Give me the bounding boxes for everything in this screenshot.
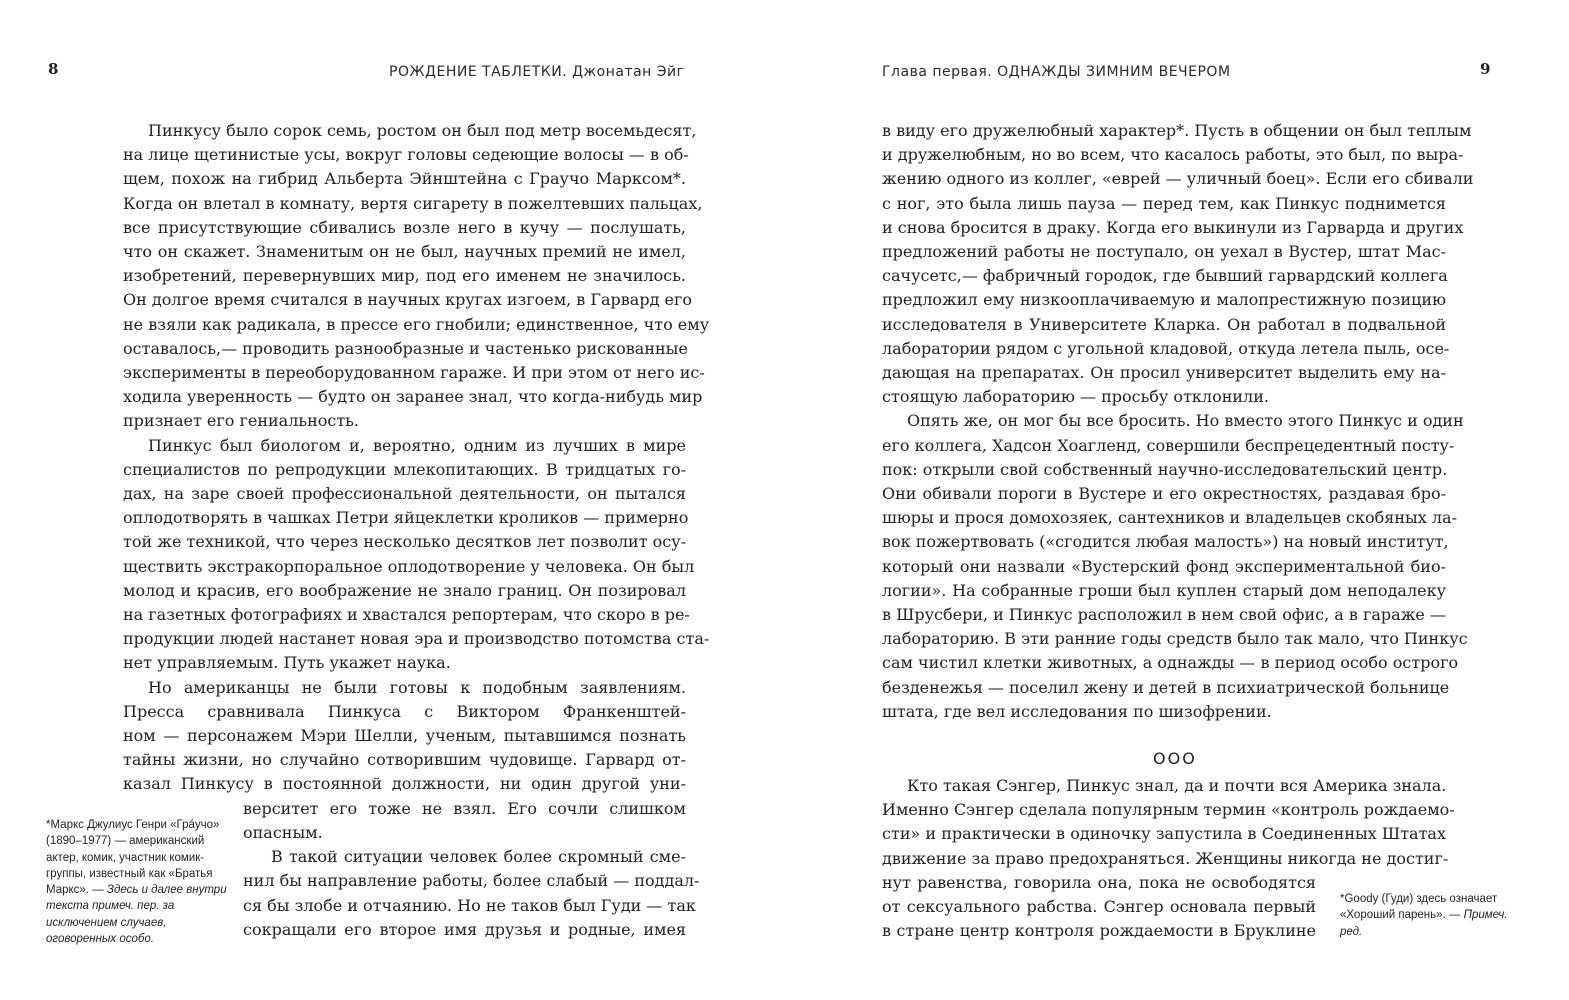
text-line: на лице щетинистые усы, вокруг головы седеющие волосы — в об-: [123, 145, 689, 165]
text-line: той же техникой, что через несколько десятков лет позволит осу-: [123, 532, 687, 552]
text-line: штата, где вел исследования по шизофрении.: [882, 701, 1272, 721]
left-page: [0, 0, 784, 1000]
text-line: щем, похож на гибрид Альберта Эйнштейна с Граучо Марксом*.: [123, 169, 686, 189]
text-line: пок: открыли свой собственный научно-исследовательский центр.: [882, 459, 1448, 479]
text-line: и снова бросится в драку. Когда его выкинули из Гарварда и других: [882, 217, 1464, 237]
text-line: сачусетс,— фабричный городок, где бывший гарвардский коллега: [882, 266, 1448, 286]
text-line: Он долгое время считался в научных кругах изгоем, в Гарвард его: [123, 290, 692, 310]
text-line: признает его гениальность.: [123, 411, 359, 431]
text-line: жению одного из коллег, «еврей — уличный боец». Если его сбивали: [882, 169, 1474, 189]
text-line: Кто такая Сэнгер, Пинкус знал, да и почти вся Америка знала.: [907, 776, 1447, 795]
text-line: ном — персонажем Мэри Шелли, ученым, пытавшимся познать: [123, 726, 686, 746]
text-line: дающая на препаратах. Он просил университет выделить ему на-: [882, 363, 1446, 383]
text-line: эксперименты в переоборудованном гараже. И при этом от него ис-: [123, 363, 705, 383]
text-line: его коллега, Хадсон Хоагленд, совершили беспрецедентный посту-: [882, 435, 1455, 455]
text-line: тайны жизни, но случайно сотворившим чудовище. Гарвард от-: [123, 750, 686, 770]
text-line: Пинкус был биологом и, вероятно, одним из лучших в мире: [148, 435, 686, 455]
text-line: не взяли как радикала, в прессе его гнобили; единственное, что ему: [123, 314, 710, 334]
text-line: и дружелюбным, но во всем, что касалось работы, это был, по выра-: [882, 145, 1464, 165]
footnote: *Goody (Гуди) здесь означает «Хороший парень». — Примеч. ред.: [1340, 893, 1508, 938]
text-line: стоящую лабораторию — просьбу отклонили.: [882, 387, 1269, 407]
text-line: молод и красив, его воображение не знало границ. Он позировал: [123, 580, 686, 600]
running-head: РОЖДЕНИЕ ТАБЛЕТКИ. Джонатан Эйг: [389, 64, 685, 80]
text-line: шюры и прося домохозяек, сантехников и владельцев скобяных ла-: [882, 508, 1457, 528]
text-line: опасным.: [243, 822, 323, 842]
text-line: дах, на заре своей профессиональной деятельности, он пытался: [123, 484, 686, 504]
text-line: Пинкусу было сорок семь, ростом он был под метр восемьдесят,: [148, 121, 697, 140]
text-line: лаборатории рядом с угольной кладовой, откуда летела пыль, осе-: [882, 338, 1450, 358]
text-line: в Шрусбери, и Пинкус расположил в нем свой офис, а в гараже —: [882, 605, 1446, 625]
text-line: Но американцы не были готовы к подобным заявлениям.: [148, 677, 686, 697]
text-line: нет управляемым. Путь укажет наука.: [123, 653, 451, 673]
running-head: Глава первая. ОДНАЖДЫ ЗИМНИМ ВЕЧЕРОМ: [882, 64, 1231, 80]
page-number: 8: [48, 60, 59, 78]
text-line: ходила уверенность — будто он заранее знал, что когда-нибудь мир: [123, 387, 703, 407]
text-line: продукции людей настанет новая эра и производство потомства ста-: [123, 629, 710, 649]
text-line: сокращали его второе имя друзья и родные, имея: [243, 919, 686, 939]
text-line: ся бы злобе и отчаянию. Но не таков был Гуди — так: [243, 895, 696, 915]
text-line: Они обивали пороги в Вустере и его окрестностях, раздавая бро-: [882, 484, 1446, 504]
text-line: Опять же, он мог бы все бросить. Но вместо этого Пинкус и один: [907, 411, 1464, 431]
text-line: Пресса сравнивала Пинкуса с Виктором Франкенштей-: [123, 701, 686, 721]
footnote: *Маркс Джулиус Генри «Гра́учо» (1890–1977) — американский актер, комик, участник комик-группы, известный как «Братья Маркс». — Здесь и далее внутри текста примеч. пер. за исключением случаев, оговоренных особо.: [46, 819, 227, 946]
text-line: изобретений, перевернувших мир, под его именем не значилось.: [123, 266, 686, 286]
text-line: с ног, это была лишь пауза — перед тем, как Пинкус поднимется: [882, 193, 1446, 213]
text-line: движение за право предохраняться. Женщины никогда не достиг-: [882, 848, 1449, 868]
text-line: от сексуального рабства. Сэнгер основала первый: [882, 897, 1316, 917]
text-line: предложений работы не поступало, он уехал в Вустер, штат Мас-: [882, 242, 1446, 262]
text-line: который они назвали «Вустерский фонд экспериментальной био-: [882, 556, 1446, 576]
text-line: лабораторию. В эти ранние годы средств было так мало, что Пинкус: [882, 629, 1468, 649]
text-line: в виду его дружелюбный характер*. Пусть в общении он был теплым: [882, 121, 1472, 140]
text-line: ществить экстракорпоральное оплодотворение у человека. Он был: [123, 556, 695, 576]
text-line: сам чистил клетки животных, а однажды — в период особо острого: [882, 653, 1459, 673]
text-line: оплодотворять в чашках Петри яйцеклетки кроликов — примерно: [123, 508, 689, 528]
text-line: Когда он влетал в комнату, вертя сигарету в пожелтевших пальцах,: [123, 193, 703, 213]
right-page: [784, 0, 1569, 1000]
text-line: безденежья — поселил жену и детей в психиатрической больнице: [882, 677, 1450, 697]
page-number: 9: [1480, 60, 1491, 78]
body-text: [882, 119, 1474, 724]
text-line: нил бы направление работы, более слабый — поддал-: [243, 871, 700, 891]
text-line: вок пожертвовать («сгодится любая малость») на новый институт,: [882, 532, 1449, 552]
text-line: В такой ситуации человек более скромный сме-: [271, 847, 686, 867]
text-line: специалистов по репродукции млекопитающих. В тридцатых го-: [123, 459, 686, 479]
section-break-ornament: ООО: [1153, 749, 1197, 768]
text-line: что он скажет. Знаменитым он не был, научных премий не имел,: [123, 242, 686, 262]
text-line: исследователя в Университете Кларка. Он работал в подвальной: [882, 314, 1446, 334]
text-line: Именно Сэнгер сделала популярным термин «контроль рождаемо-: [882, 800, 1455, 820]
text-line: предложил ему низкооплачиваемую и малопрестижную позицию: [882, 290, 1446, 310]
text-line: все присутствующие сбивались возле него в кучу — послушать,: [123, 217, 686, 237]
text-line: верситет его тоже не взял. Его сочли слишком: [243, 798, 686, 818]
text-line: логии». На собранные гроши был куплен старый дом неподалеку: [882, 580, 1446, 600]
text-line: на газетных фотографиях и хвастался репортерам, что скоро в ре-: [123, 605, 690, 625]
text-line: сти» и практически в одиночку запустила в Соединенных Штатах: [882, 824, 1446, 844]
text-line: оставалось,— проводить разнообразные и частенько рискованные: [123, 338, 688, 358]
text-line: нут равенства, говорила она, пока не освободятся: [882, 872, 1316, 892]
text-line: казал Пинкусу в постоянной должности, ни один другой уни-: [123, 774, 686, 794]
text-line: в стране центр контроля рождаемости в Бруклине: [882, 921, 1316, 941]
